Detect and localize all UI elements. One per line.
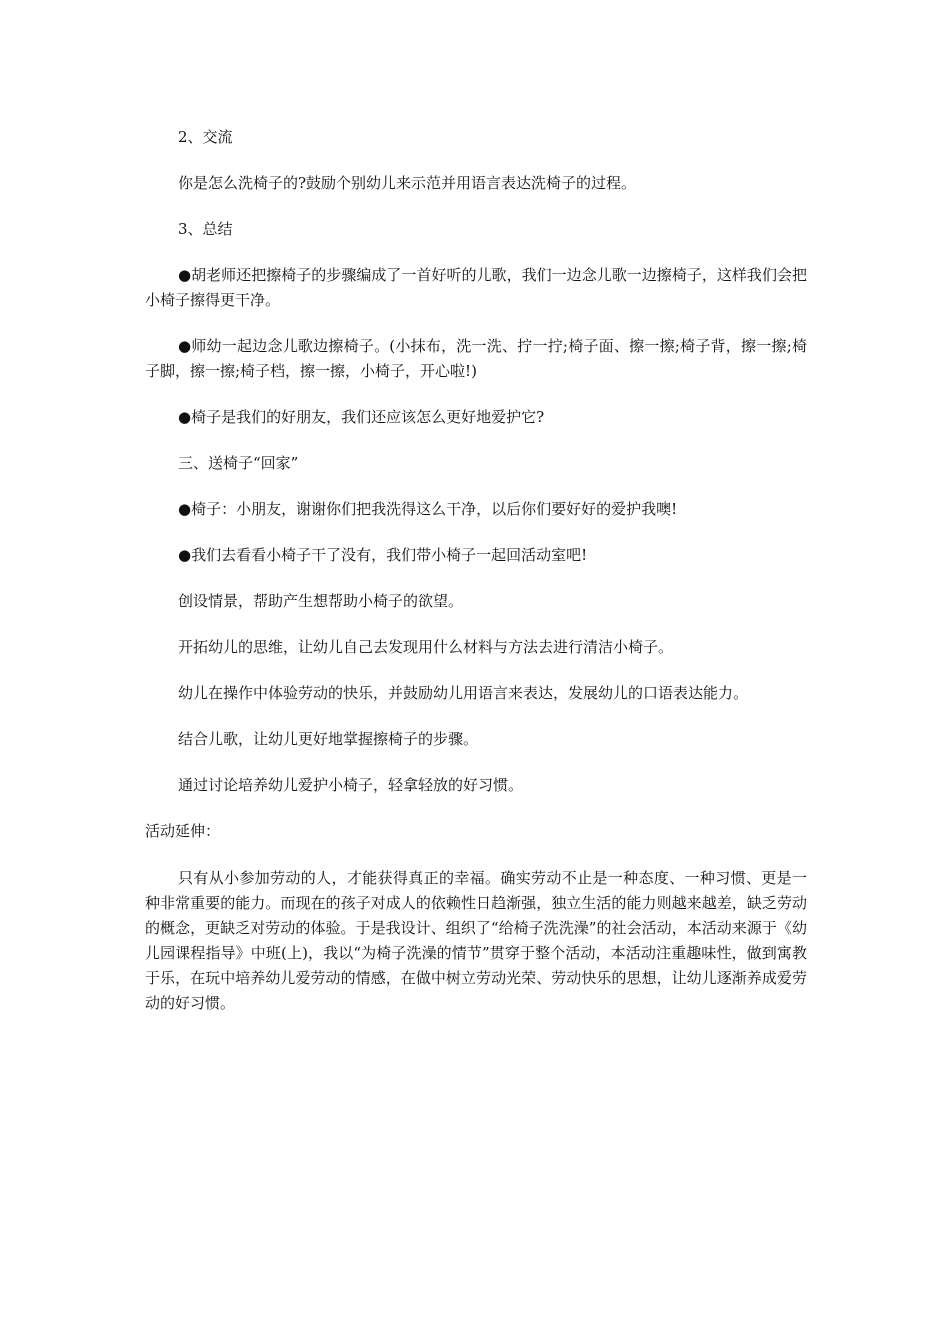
paragraph: 结合儿歌，让幼儿更好地掌握擦椅子的步骤。 [178, 730, 479, 748]
section-heading-summary: 3、总结 [178, 220, 233, 238]
bullet-paragraph: ●我们去看看小椅子干了没有，我们带小椅子一起回活动室吧! [178, 546, 588, 564]
bullet-paragraph: ●椅子是我们的好朋友，我们还应该怎么更好地爱护它? [178, 408, 545, 426]
paragraph: 开拓幼儿的思维，让幼儿自己去发现用什么材料与方法去进行清洁小椅子。 [178, 638, 674, 656]
paragraph: 幼儿在操作中体验劳动的快乐，并鼓励幼儿用语言来表达，发展幼儿的口语表达能力。 [178, 684, 749, 702]
paragraph: 你是怎么洗椅子的?鼓励个别幼儿来示范并用语言表达洗椅子的过程。 [178, 174, 637, 192]
section-heading-exchange: 2、交流 [178, 128, 233, 146]
section-heading-activity-extension: 活动延伸： [145, 822, 221, 840]
bullet-paragraph: ●椅子：小朋友，谢谢你们把我洗得这么干净，以后你们要好好的爱护我噢! [178, 500, 678, 518]
paragraph: 通过讨论培养幼儿爱护小椅子，轻拿轻放的好习惯。 [178, 776, 524, 794]
document-body [145, 125, 807, 1016]
paragraph: 只有从小参加劳动的人，才能获得真正的幸福。确实劳动不止是一种态度、一种习惯、更是一种非常重要的能力。而现在的孩子对成人的依赖性日趋渐强，独立生活的能力则越来越差，缺乏劳动的概念，更缺乏对劳动的体验。于是我设计、组织了“给椅子洗洗澡”的社会活动，本活动来源于《幼儿园课程指导》中班(上)，我以“为椅子洗澡的情节”贯穿于整个活动，本活动注重趣味性，做到寓教于乐，在玩中培养幼儿爱劳动的情感，在做中树立劳动光荣、劳动快乐的思想，让幼儿逐渐养成爱劳动的好习惯。 [145, 869, 807, 1012]
paragraph: 创设情景，帮助产生想帮助小椅子的欲望。 [178, 592, 464, 610]
section-heading-send-chair-home: 三、送椅子“回家” [178, 454, 299, 472]
bullet-paragraph: ●胡老师还把擦椅子的步骤编成了一首好听的儿歌，我们一边念儿歌一边擦椅子，这样我们会把小椅子擦得更干净。 [145, 266, 807, 309]
bullet-paragraph: ●师幼一起边念儿歌边擦椅子。(小抹布，洗一洗、拧一拧;椅子面、擦一擦;椅子背，擦一擦;椅子脚，擦一擦;椅子档，擦一擦，小椅子，开心啦!) [145, 337, 807, 380]
